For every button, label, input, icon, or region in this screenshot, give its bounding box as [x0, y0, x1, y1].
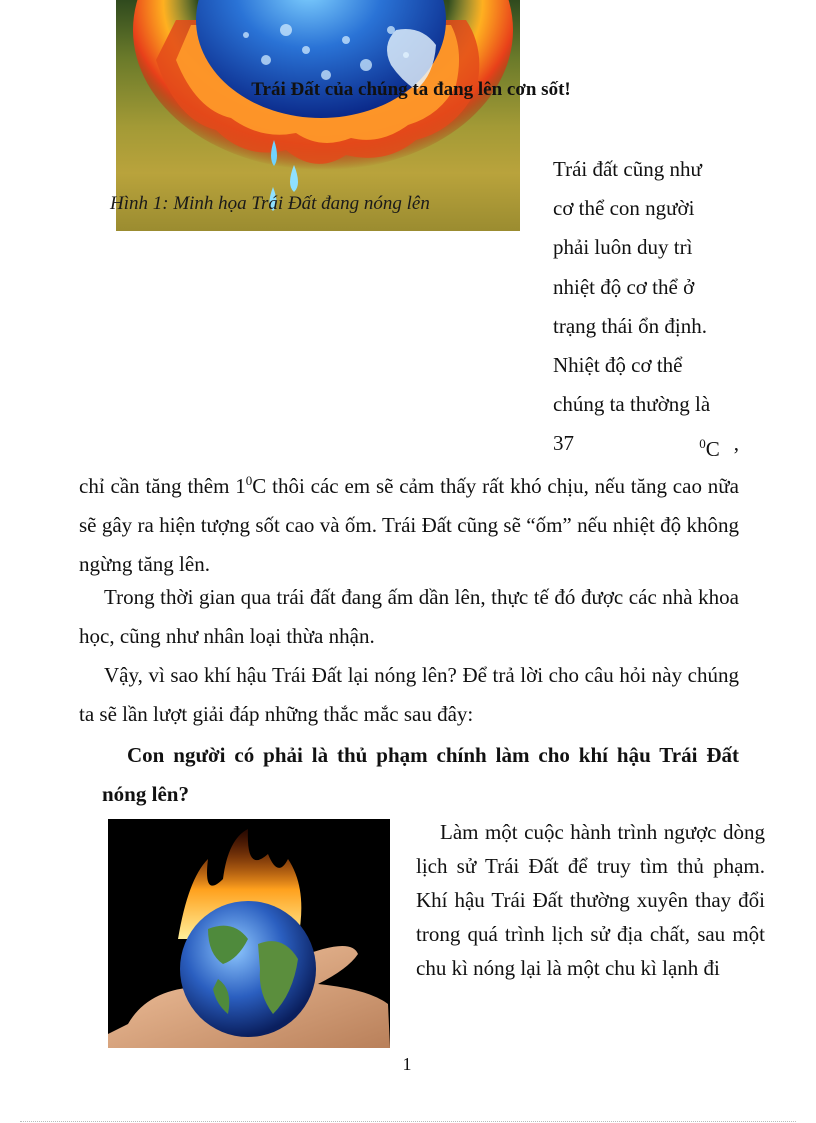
degree-sup: 0	[699, 436, 706, 452]
side-line: phải luôn duy trì	[553, 235, 693, 260]
temperature-trail: ,	[733, 431, 739, 456]
intro-cont-before: chỉ cần tăng thêm 1	[79, 474, 246, 498]
side-line: nhiệt độ cơ thể ở	[553, 274, 695, 299]
figure-title: Trái Đất của chúng ta đang lên cơn sốt!	[251, 79, 571, 100]
intro-side-column	[553, 150, 739, 470]
page-number: 1	[402, 1054, 412, 1074]
section-heading: Con người có phải là thủ phạm chính làm cho khí hậu Trái Đất nóng lên?	[102, 743, 739, 806]
paragraph-2: Trong thời gian qua trái đất đang ấm dần lên, thực tế đó được các nhà khoa học, cũng như nhân loại thừa nhận.	[79, 585, 739, 648]
intro-continuation	[79, 461, 739, 584]
burning-earth-hand-image	[108, 819, 390, 1048]
temperature-value: 37	[553, 431, 574, 456]
side-line: Trái đất cũng như	[553, 157, 702, 181]
unit-c: C	[705, 437, 720, 462]
page-bottom-rule	[20, 1121, 796, 1122]
degree-sup-2: 0	[245, 473, 253, 488]
paragraph-3: Vậy, vì sao khí hậu Trái Đất lại nóng lên? Để trả lời cho câu hỏi này chúng ta sẽ lần lượt giải đáp những thắc mắc sau đây:	[79, 663, 739, 726]
paragraph-4: Làm một cuộc hành trình ngược dòng lịch sử Trái Đất để truy tìm thủ phạm. Khí hậu Trái Đất thường xuyên thay đổi trong quá trình lịch sử địa chất, sau một chu kì nóng lại là một chu kì lạnh đi	[416, 820, 765, 980]
side-line: chúng ta thường là	[553, 392, 711, 417]
figure-caption: Hình 1: Minh họa Trái Đất đang nóng lên	[110, 193, 430, 214]
side-line: trạng thái ổn định.	[553, 313, 707, 338]
intro-cont-after: C thôi các em sẽ cảm thấy rất khó chịu, nếu tăng cao nữa sẽ gây ra hiện tượng sốt cao và ốm. Trái Đất cũng sẽ “ốm” nếu nhiệt độ không ngừng tăng lên.	[79, 474, 739, 576]
hand-holding-burning-earth-icon	[108, 819, 390, 1048]
side-line: cơ thể con người	[553, 196, 695, 221]
side-line: Nhiệt độ cơ thể	[553, 353, 683, 378]
